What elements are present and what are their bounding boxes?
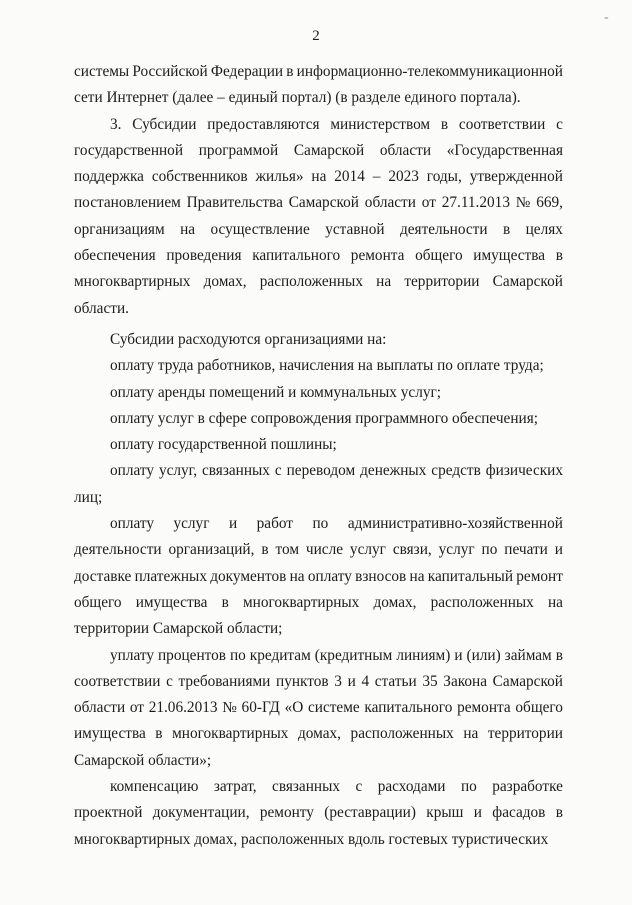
word: № bbox=[222, 699, 237, 717]
word: на bbox=[180, 220, 196, 238]
word: имущества bbox=[74, 725, 146, 743]
word: услуг bbox=[349, 541, 386, 559]
word: области bbox=[74, 699, 126, 717]
word: 21.06.2013 bbox=[148, 699, 218, 717]
text-line bbox=[74, 800, 563, 826]
word: физических bbox=[485, 462, 563, 480]
text-line bbox=[74, 774, 563, 800]
word: денежных bbox=[360, 462, 427, 480]
word: с bbox=[355, 778, 363, 796]
word: кредитам bbox=[249, 646, 311, 664]
word: уплату bbox=[110, 646, 154, 664]
text-line bbox=[74, 243, 563, 269]
word: связанных bbox=[201, 462, 270, 480]
word: в bbox=[440, 115, 449, 133]
word: линиям) bbox=[396, 646, 451, 664]
text-line bbox=[74, 590, 563, 616]
word: с bbox=[166, 672, 173, 690]
paragraph bbox=[74, 112, 563, 322]
text-line bbox=[74, 721, 563, 747]
word: по bbox=[312, 515, 329, 533]
word: территории bbox=[487, 725, 563, 743]
word: утвержденной bbox=[469, 168, 563, 186]
text-line bbox=[74, 353, 563, 379]
word: с bbox=[274, 462, 282, 480]
text-line bbox=[74, 748, 563, 774]
text-line bbox=[74, 85, 563, 111]
word: услуг bbox=[173, 515, 210, 533]
word: на bbox=[376, 273, 392, 291]
word: на bbox=[409, 567, 425, 585]
word: программой bbox=[198, 141, 279, 159]
word: от bbox=[129, 699, 144, 717]
word: ремонта bbox=[350, 247, 405, 265]
paragraph bbox=[74, 643, 563, 774]
word: пунктов bbox=[276, 672, 329, 690]
line-text: оплату труда работников, начисления на выплаты по оплате труда; bbox=[110, 357, 544, 375]
word: и bbox=[454, 646, 463, 664]
word: средств bbox=[431, 462, 481, 480]
word: «О bbox=[284, 699, 304, 717]
word: общего bbox=[515, 699, 563, 717]
word: годы, bbox=[426, 168, 462, 186]
line-text: области. bbox=[74, 299, 129, 317]
text-line bbox=[74, 406, 563, 432]
text-line bbox=[74, 643, 563, 669]
word: фасадов bbox=[492, 804, 546, 822]
word: осуществление bbox=[210, 220, 310, 238]
text-line bbox=[74, 511, 563, 537]
word: процентов bbox=[157, 646, 226, 664]
word: № bbox=[515, 194, 531, 212]
word: займам bbox=[504, 646, 552, 664]
word: системы bbox=[74, 63, 130, 80]
word: проведения bbox=[166, 247, 242, 265]
word: печати bbox=[504, 541, 548, 559]
line-text: Самарской области»; bbox=[74, 751, 212, 769]
word: области bbox=[379, 141, 432, 159]
word: затрат, bbox=[213, 778, 257, 796]
word: (или) bbox=[466, 646, 501, 664]
word: имущества bbox=[135, 593, 208, 611]
word: в bbox=[221, 593, 229, 611]
word: на bbox=[547, 593, 563, 611]
word: в bbox=[555, 247, 563, 265]
word: в bbox=[261, 541, 269, 559]
word: на bbox=[463, 725, 479, 743]
line-text: Субсидии расходуются организациями на: bbox=[110, 330, 387, 348]
text-line bbox=[74, 616, 563, 642]
word: 2014 bbox=[334, 168, 365, 186]
word: с bbox=[556, 115, 563, 133]
word: предоставляются bbox=[207, 115, 320, 133]
word: ремонт bbox=[516, 567, 563, 585]
word: территории bbox=[404, 273, 480, 291]
word: области bbox=[364, 194, 416, 212]
paragraph bbox=[74, 406, 563, 432]
word: в bbox=[502, 220, 511, 238]
paragraph bbox=[74, 432, 563, 458]
word: общего bbox=[415, 247, 463, 265]
word: в bbox=[555, 646, 563, 664]
word: проектной bbox=[74, 804, 143, 822]
word: постановлением bbox=[74, 194, 181, 212]
line-text: оплату государственной пошлины; bbox=[110, 436, 337, 454]
paragraph bbox=[74, 380, 563, 406]
word: общего bbox=[74, 593, 122, 611]
word: расходами bbox=[377, 778, 446, 796]
word: и bbox=[347, 672, 356, 690]
word: в bbox=[555, 804, 563, 822]
word: по bbox=[460, 778, 477, 796]
text-line bbox=[74, 190, 563, 216]
word: по bbox=[229, 646, 246, 664]
word: взносов bbox=[355, 567, 407, 585]
word: на bbox=[289, 567, 305, 585]
line-text: оплату аренды помещений и коммунальных услуг; bbox=[110, 383, 442, 401]
word: обеспечения bbox=[74, 247, 156, 265]
word: в bbox=[155, 725, 163, 743]
word: том bbox=[275, 541, 300, 559]
word: компенсацию bbox=[110, 778, 199, 796]
paragraph bbox=[74, 327, 563, 353]
word: административно-хозяйственной bbox=[347, 515, 563, 533]
word: услуг bbox=[438, 541, 475, 559]
word: собственников bbox=[151, 168, 248, 186]
word: системе bbox=[307, 699, 360, 717]
text-line bbox=[74, 217, 563, 243]
word: «Государственная bbox=[446, 141, 563, 159]
paragraph bbox=[74, 774, 563, 853]
word: работ bbox=[256, 515, 293, 533]
line-text: сети Интернет (далее – единый портал) (в разделе единого портала). bbox=[74, 89, 521, 107]
document-body bbox=[74, 59, 563, 853]
word: расположенных bbox=[259, 273, 363, 291]
word: Российской bbox=[132, 63, 208, 80]
word: государственной bbox=[74, 141, 184, 159]
word: Федерации bbox=[210, 63, 284, 80]
word: уставной bbox=[325, 220, 385, 238]
word: Самарской bbox=[492, 672, 563, 690]
word: организаций, bbox=[168, 541, 255, 559]
word: требованиями bbox=[178, 672, 271, 690]
line-text: лиц; bbox=[74, 488, 103, 506]
word: Субсидии bbox=[132, 115, 197, 133]
word: соответствии bbox=[458, 115, 546, 133]
word: многоквартирных bbox=[242, 593, 360, 611]
word: оплату bbox=[307, 567, 352, 585]
page-number: 2 bbox=[312, 28, 320, 44]
word: по bbox=[481, 541, 498, 559]
word: целях bbox=[525, 220, 563, 238]
word: числе bbox=[305, 541, 344, 559]
word: документов bbox=[210, 567, 287, 585]
word: 4 bbox=[361, 672, 370, 690]
text-line bbox=[74, 59, 563, 85]
word: многоквартирных bbox=[172, 725, 289, 743]
word: доставке bbox=[74, 567, 132, 585]
word: крыш bbox=[426, 804, 464, 822]
word: 60-ГД bbox=[241, 699, 280, 717]
text-line bbox=[74, 564, 563, 590]
word: жилья» bbox=[255, 168, 304, 186]
word: Закона bbox=[443, 672, 488, 690]
word: и bbox=[228, 515, 238, 533]
word: услуг, bbox=[158, 462, 198, 480]
word: деятельности bbox=[74, 541, 162, 559]
text-line bbox=[74, 269, 563, 295]
line-text: многоквартирных домах, расположенных вдоль гостевых туристических bbox=[74, 830, 549, 848]
word: имущества bbox=[473, 247, 546, 265]
word: расположенных bbox=[350, 725, 454, 743]
paragraph bbox=[74, 59, 563, 112]
text-line bbox=[74, 296, 563, 322]
word: оплату bbox=[110, 515, 154, 533]
word: и bbox=[473, 804, 482, 822]
word: (реставрации) bbox=[324, 804, 416, 822]
paragraph bbox=[74, 511, 563, 642]
word: организациям bbox=[74, 220, 165, 238]
word: 669, bbox=[536, 194, 563, 212]
word: оплату bbox=[110, 462, 154, 480]
word: в bbox=[286, 63, 294, 80]
word: соответствии bbox=[74, 672, 161, 690]
word: документации, bbox=[152, 804, 250, 822]
text-line bbox=[74, 138, 563, 164]
word: капитального bbox=[252, 247, 341, 265]
word: министерством bbox=[330, 115, 431, 133]
word: 2023 bbox=[388, 168, 419, 186]
word: Самарской bbox=[288, 194, 359, 212]
word: (кредитным bbox=[314, 646, 393, 664]
text-line bbox=[74, 485, 563, 511]
text-line bbox=[74, 380, 563, 406]
text-line bbox=[74, 695, 563, 721]
word: ремонту bbox=[259, 804, 314, 822]
word: на bbox=[311, 168, 327, 186]
corner-mark: - bbox=[604, 10, 609, 25]
word: Самарской bbox=[293, 141, 365, 159]
word: 3 bbox=[334, 672, 342, 690]
text-line bbox=[74, 164, 563, 190]
text-line bbox=[74, 327, 563, 353]
word: и bbox=[554, 541, 563, 559]
word: от bbox=[421, 194, 436, 212]
text-line bbox=[74, 827, 563, 853]
word: платежных bbox=[134, 567, 207, 585]
word: ремонта bbox=[457, 699, 511, 717]
word: поддержка bbox=[74, 168, 144, 186]
word: многоквартирных bbox=[74, 273, 191, 291]
word: 35 bbox=[422, 672, 438, 690]
text-line bbox=[74, 458, 563, 484]
word: – bbox=[372, 168, 381, 186]
text-line bbox=[74, 669, 563, 695]
word: 27.11.2013 bbox=[441, 194, 510, 212]
word: деятельности bbox=[399, 220, 488, 238]
paragraph bbox=[74, 458, 563, 511]
line-text: территории Самарской области; bbox=[74, 620, 283, 638]
word: связанных bbox=[272, 778, 341, 796]
word: капитального bbox=[364, 699, 453, 717]
word: домах, bbox=[298, 725, 341, 743]
line-text: оплату услуг в сфере сопровождения программного обеспечения; bbox=[110, 409, 538, 427]
paragraph bbox=[74, 353, 563, 379]
text-line bbox=[74, 537, 563, 563]
text-line bbox=[74, 432, 563, 458]
word: Самарской bbox=[492, 273, 563, 291]
word: Правительства bbox=[186, 194, 283, 212]
word: информационно-телекоммуникационной bbox=[296, 63, 563, 80]
word: домах, bbox=[373, 593, 417, 611]
word: разработке bbox=[492, 778, 563, 796]
word: 3. bbox=[110, 115, 122, 133]
word: домах, bbox=[203, 273, 247, 291]
word: переводом bbox=[286, 462, 356, 480]
word: статьи bbox=[374, 672, 417, 690]
text-line bbox=[74, 112, 563, 138]
word: капитальный bbox=[427, 567, 514, 585]
word: расположенных bbox=[430, 593, 534, 611]
word: связи, bbox=[392, 541, 432, 559]
